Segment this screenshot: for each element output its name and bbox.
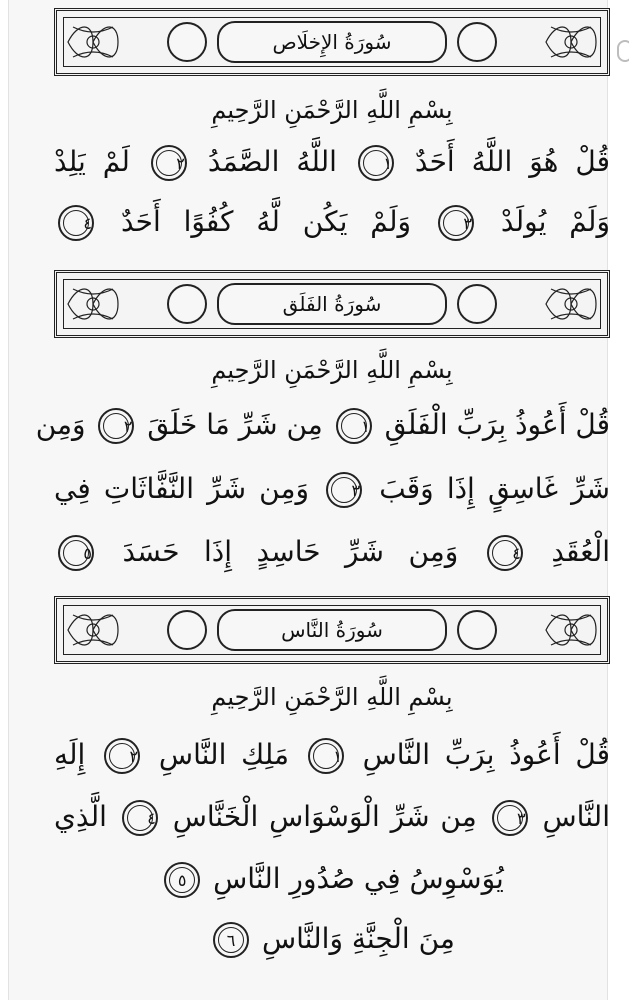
ayah-line <box>54 205 610 241</box>
surah-title: سُورَةُ الإِخلَاص <box>272 30 392 54</box>
arabesque-ornament-icon <box>63 17 123 67</box>
ayah-number-marker: ٥ <box>58 535 94 571</box>
basmala: بِسْمِ اللَّهِ الرَّحْمَنِ الرَّحِيمِ <box>211 356 453 384</box>
ayah-text: قُلْ أَعُوذُ بِرَبِّ النَّاسِ <box>362 738 610 771</box>
ayah-text: وَمِن شَرِّ حَاسِدٍ إِذَا حَسَدَ <box>122 535 459 568</box>
ayah-text: لَمْ يَلِدْ <box>54 145 130 178</box>
ayah-text: وَمِن <box>35 408 86 441</box>
ayah-line <box>54 922 610 958</box>
basmala: بِسْمِ اللَّهِ الرَّحْمَنِ الرَّحِيمِ <box>211 683 453 711</box>
ayah-number-marker: ١ <box>358 145 394 181</box>
ayah-number-marker: ٣ <box>492 800 528 836</box>
ayah-text: الَّذِي <box>54 800 107 833</box>
arabesque-ornament-icon <box>541 17 601 67</box>
ayah-text: اللَّهُ الصَّمَدُ <box>207 145 337 178</box>
ayah-number-marker: ١ <box>308 738 344 774</box>
ayah-number-marker: ٣ <box>326 472 362 508</box>
surah-title: سُورَةُ الفَلَق <box>282 292 382 316</box>
surah-header-falaq <box>54 270 610 338</box>
ayah-line <box>54 472 610 508</box>
surah-title-cartouche <box>217 283 447 325</box>
ayah-text: وَمِن شَرِّ النَّفَّاثَاتِ فِي <box>54 472 309 505</box>
ayah-line <box>54 862 610 898</box>
ayah-line <box>54 145 610 181</box>
ayah-text: مَلِكِ النَّاسِ <box>158 738 290 771</box>
ayah-number-marker: ١ <box>336 408 372 444</box>
medallion-icon <box>457 610 497 650</box>
ayah-text: شَرِّ غَاسِقٍ إِذَا وَقَبَ <box>379 472 610 505</box>
ayah-text: إِلَهِ <box>54 738 86 771</box>
ayah-text: النَّاسِ <box>542 800 610 833</box>
ayah-number-marker: ٤ <box>487 535 523 571</box>
medallion-icon <box>457 284 497 324</box>
surah-title-cartouche <box>217 609 447 651</box>
ayah-number-marker: ٢ <box>98 408 134 444</box>
ayah-number-marker: ٢ <box>104 738 140 774</box>
surah-title: سُورَةُ النَّاس <box>281 618 383 642</box>
medallion-icon <box>167 610 207 650</box>
ayah-text: مِن شَرِّ مَا خَلَقَ <box>147 408 323 441</box>
ayah-number-marker: ٥ <box>164 862 200 898</box>
ayah-text: يُوَسْوِسُ فِي صُدُورِ النَّاسِ <box>213 862 504 895</box>
ayah-text: الْعُقَدِ <box>551 535 611 568</box>
surah-title-cartouche <box>217 21 447 63</box>
medallion-icon <box>457 22 497 62</box>
ayah-text: مِن شَرِّ الْوَسْوَاسِ الْخَنَّاسِ <box>172 800 477 833</box>
surah-header-nas <box>54 596 610 664</box>
ayah-text: وَلَمْ يَكُن لَّهُ كُفُوًا أَحَدٌ <box>120 205 411 238</box>
arabesque-ornament-icon <box>541 605 601 655</box>
page-edge-clip-icon <box>617 40 629 64</box>
ayah-number-marker: ٦ <box>213 922 249 958</box>
arabesque-ornament-icon <box>63 279 123 329</box>
ayah-number-marker: ٢ <box>151 145 187 181</box>
ayah-line <box>35 408 610 444</box>
arabesque-ornament-icon <box>63 605 123 655</box>
medallion-icon <box>167 284 207 324</box>
ayah-text: مِنَ الْجِنَّةِ وَالنَّاسِ <box>261 922 455 955</box>
ayah-text: قُلْ أَعُوذُ بِرَبِّ الْفَلَقِ <box>384 408 610 441</box>
ayah-line <box>54 535 610 571</box>
medallion-icon <box>167 22 207 62</box>
ayah-line <box>54 738 610 774</box>
basmala: بِسْمِ اللَّهِ الرَّحْمَنِ الرَّحِيمِ <box>211 96 453 124</box>
surah-header-ikhlas <box>54 8 610 76</box>
ayah-text: وَلَمْ يُولَدْ <box>500 205 610 238</box>
arabesque-ornament-icon <box>541 279 601 329</box>
ayah-number-marker: ٤ <box>58 205 94 241</box>
ayah-number-marker: ٤ <box>122 800 158 836</box>
ayah-text: قُلْ هُوَ اللَّهُ أَحَدٌ <box>414 145 611 178</box>
mushaf-page <box>8 0 611 1000</box>
ayah-number-marker: ٣ <box>438 205 474 241</box>
ayah-line <box>54 800 610 836</box>
